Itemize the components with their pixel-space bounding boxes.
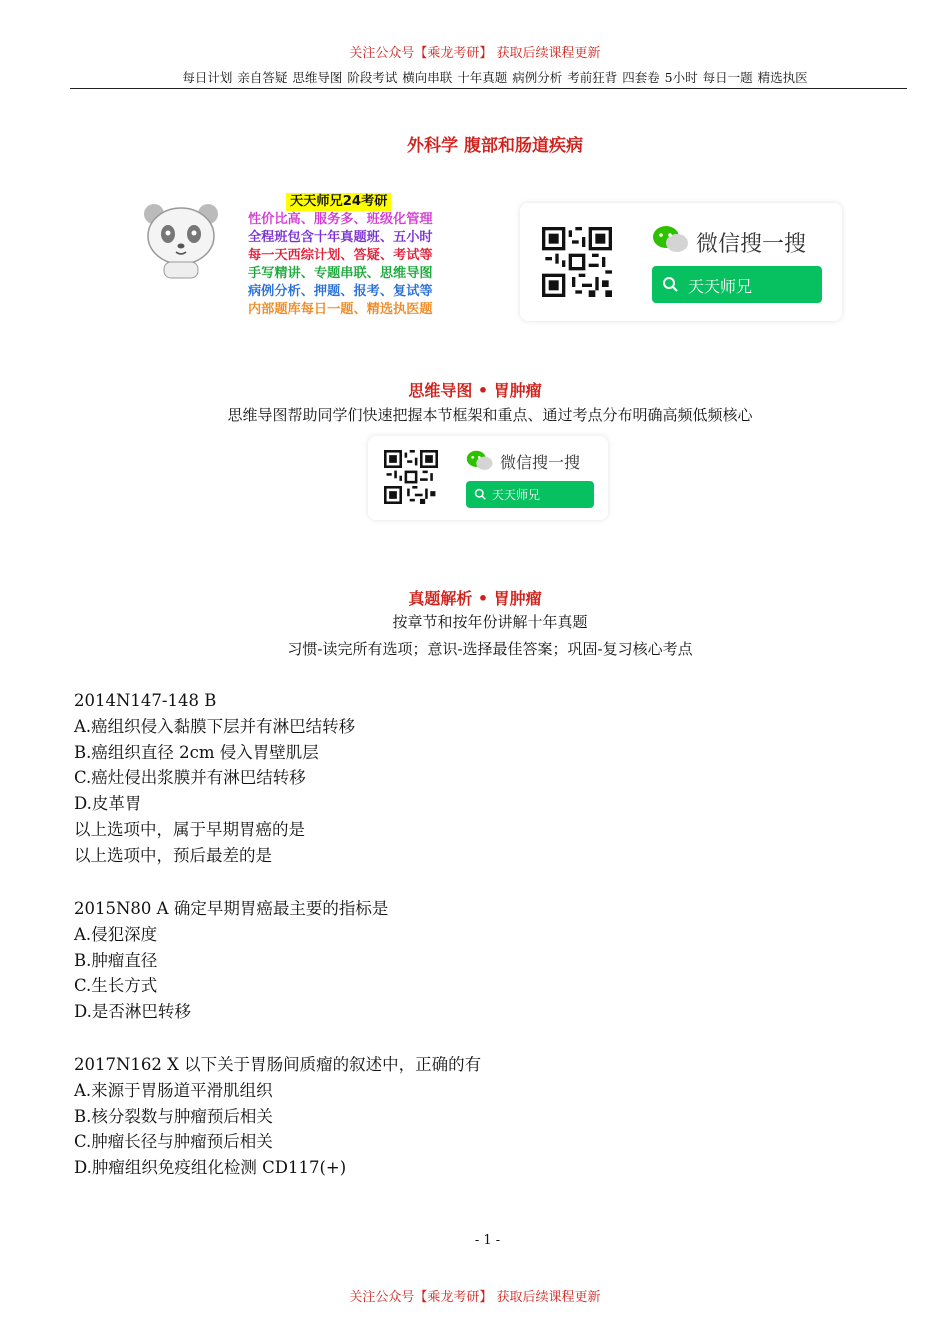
search-button[interactable] xyxy=(466,481,594,508)
qr-code-icon xyxy=(542,227,612,297)
promo-text xyxy=(248,193,468,319)
question-option: B.肿瘤直径 xyxy=(74,950,158,970)
question-block xyxy=(74,688,355,869)
question-option: A.侵犯深度 xyxy=(74,924,158,944)
promo-line: 每一天西综计划、答疑、考试等 xyxy=(248,248,433,263)
question-header: 2017N162 X 以下关于胃肠间质瘤的叙述中，正确的有 xyxy=(74,1055,482,1074)
question-option: B.癌组织直径 2cm 侵入胃壁肌层 xyxy=(74,742,319,762)
exam-title: 真题解析 • 胃肿瘤 xyxy=(408,589,542,608)
search-button-label: 天天师兄 xyxy=(492,488,541,502)
page-title: 外科学 腹部和肠道疾病 xyxy=(407,136,583,156)
promo-line: 天天师兄24考研 xyxy=(286,193,391,211)
wechat-search-card[interactable] xyxy=(520,203,842,321)
wechat-search-label: 微信搜一搜 xyxy=(696,232,807,257)
header-nav: 每日计划 亲自答疑 思维导图 阶段考试 横向串联 十年真题 病例分析 考前狂背 四套卷 5小时 每日一题 精选执医 xyxy=(182,70,808,85)
wechat-search-label: 微信搜一搜 xyxy=(500,453,581,472)
question-option: D.肿瘤组织免疫组化检测 CD117(+) xyxy=(74,1158,347,1178)
header-rule xyxy=(70,88,907,89)
question-option: D.皮革胃 xyxy=(74,794,142,814)
wechat-search-card-small[interactable] xyxy=(368,436,608,520)
promo-line: 病例分析、押题、报考、复试等 xyxy=(248,284,433,299)
header-promo: 关注公众号【乘龙考研】 获取后续课程更新 xyxy=(349,46,601,61)
qr-code-icon xyxy=(384,450,438,504)
question-header: 2014N147-148 B xyxy=(74,691,217,710)
question-stem: 以上选项中，预后最差的是 xyxy=(74,845,272,865)
footer-promo: 关注公众号【乘龙考研】 获取后续课程更新 xyxy=(349,1290,601,1305)
exam-subtitle-1: 按章节和按年份讲解十年真题 xyxy=(392,613,588,631)
promo-line: 性价比高、服务多、班级化管理 xyxy=(248,212,433,227)
question-option: C.生长方式 xyxy=(74,976,158,996)
question-option: A.癌组织侵入黏膜下层并有淋巴结转移 xyxy=(74,716,356,736)
wechat-icon xyxy=(652,225,690,255)
mindmap-subtitle: 思维导图帮助同学们快速把握本节框架和重点、通过考点分布明确高频低频核心 xyxy=(227,406,753,424)
search-icon xyxy=(474,488,486,500)
question-header: 2015N80 A 确定早期胃癌最主要的指标是 xyxy=(74,899,389,918)
search-button-label: 天天师兄 xyxy=(688,277,753,296)
panda-logo xyxy=(136,200,226,280)
promo-line: 手写精讲、专题串联、思维导图 xyxy=(248,266,433,281)
wechat-icon xyxy=(466,450,494,472)
question-block xyxy=(74,1052,481,1181)
search-icon xyxy=(662,276,678,292)
question-option: C.癌灶侵出浆膜并有淋巴结转移 xyxy=(74,768,306,788)
question-block xyxy=(74,896,388,1025)
promo-line: 内部题库每日一题、精选执医题 xyxy=(248,302,433,317)
page-number: - 1 - xyxy=(474,1233,501,1248)
question-stem: 以上选项中，属于早期胃癌的是 xyxy=(74,819,305,839)
exam-subtitle-2: 习惯-读完所有选项；意识-选择最佳答案；巩固-复习核心考点 xyxy=(287,640,693,658)
question-option: B.核分裂数与肿瘤预后相关 xyxy=(74,1106,273,1126)
question-option: D.是否淋巴转移 xyxy=(74,1002,191,1022)
mindmap-title: 思维导图 • 胃肿瘤 xyxy=(408,381,542,400)
question-option: A.来源于胃肠道平滑肌组织 xyxy=(74,1080,273,1100)
question-option: C.肿瘤长径与肿瘤预后相关 xyxy=(74,1132,273,1152)
search-button[interactable] xyxy=(652,266,822,303)
promo-line: 全程班包含十年真题班、五小时 xyxy=(248,230,433,245)
